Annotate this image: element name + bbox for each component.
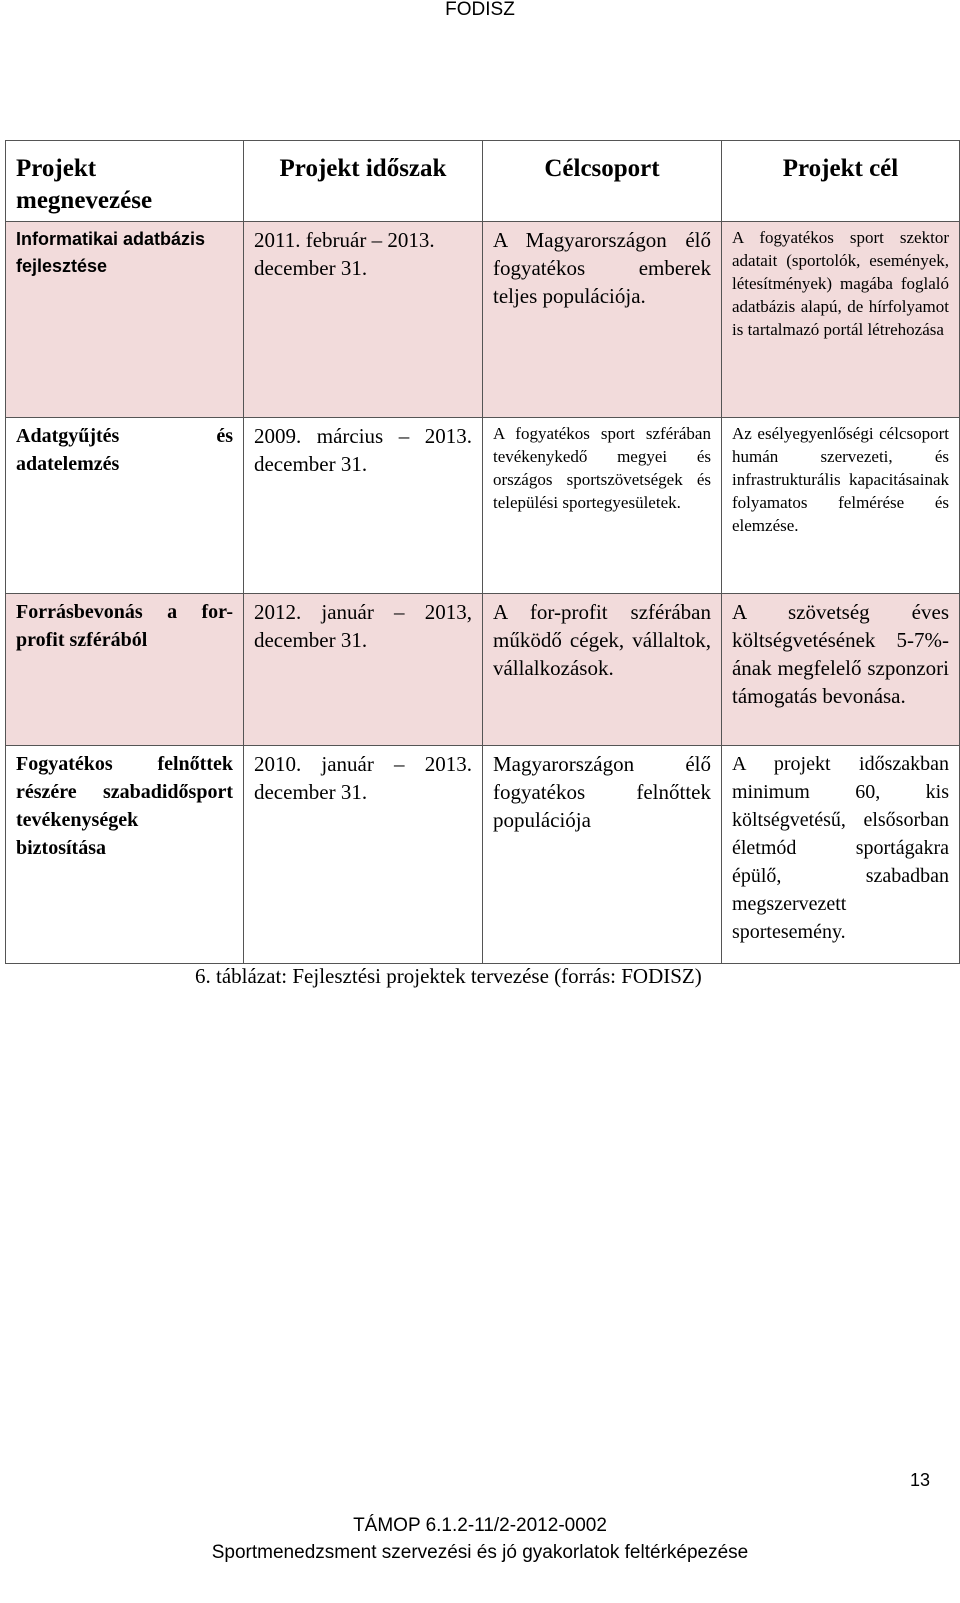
cell-target-group: A Magyarországon élő fogyatékos emberek teljes populációja. (482, 222, 721, 418)
cell-project-period: 2010. január – 2013. december 31. (243, 746, 482, 964)
page-footer (0, 1512, 960, 1566)
cell-project-period: 2011. február – 2013. december 31. (243, 222, 482, 418)
header-project-name: Projekt megnevezése (6, 141, 244, 222)
header-target-group: Célcsoport (482, 141, 721, 222)
cell-project-period: 2009. március – 2013. december 31. (243, 418, 482, 594)
cell-project-period: 2012. január – 2013, december 31. (243, 594, 482, 746)
project-table (5, 140, 960, 964)
cell-project-name: Adatgyűjtés és adatelemzés (6, 418, 244, 594)
footer-project-title: Sportmenedzsment szervezési és jó gyakorlatok feltérképezése (211, 1542, 749, 1563)
cell-project-name: Fogyatékos felnőttek részére szabadidősport tevékenységek biztosítása (6, 746, 244, 964)
table-row (6, 418, 960, 594)
table-row (6, 222, 960, 418)
cell-project-name: Informatikai adatbázis fejlesztése (6, 222, 244, 418)
table-row (6, 746, 960, 964)
table-header-row (6, 141, 960, 222)
cell-project-goal: A fogyatékos sport szektor adatait (sportolók, események, létesítmények) magába foglaló adatbázis alapú, de hírfolyamot is tartalmazó portál létrehozása (721, 222, 959, 418)
cell-target-group: Magyarországon élő fogyatékos felnőttek populációja (482, 746, 721, 964)
page-header: FODISZ (445, 0, 515, 20)
header-project-goal: Projekt cél (721, 141, 959, 222)
cell-target-group: A for-profit szférában működő cégek, vállaltok, vállalkozások. (482, 594, 721, 746)
header-project-period: Projekt időszak (243, 141, 482, 222)
table-row (6, 594, 960, 746)
page-number: 13 (909, 1470, 930, 1490)
cell-project-goal: A szövetség éves költségvetésének 5-7%-ának megfelelő szponzori támogatás bevonása. (721, 594, 959, 746)
cell-project-name: Forrásbevonás a for-profit szférából (6, 594, 244, 746)
cell-project-goal: A projekt időszakban minimum 60, kis költségvetésű, elsősorban életmód sportágakra épülő, szabadban megszervezett sportesemény. (721, 746, 959, 964)
cell-project-goal: Az esélyegyenlőségi célcsoport humán szervezeti, és infrastrukturális kapacitásainak folyamatos felmérése és elemzése. (721, 418, 959, 594)
footer-project-code: TÁMOP 6.1.2-11/2-2012-0002 (353, 1515, 607, 1536)
table-caption: 6. táblázat: Fejlesztési projektek tervezése (forrás: FODISZ) (195, 964, 702, 988)
cell-target-group: A fogyatékos sport szférában tevékenykedő megyei és országos sportszövetségek és települési sportegyesületek. (482, 418, 721, 594)
